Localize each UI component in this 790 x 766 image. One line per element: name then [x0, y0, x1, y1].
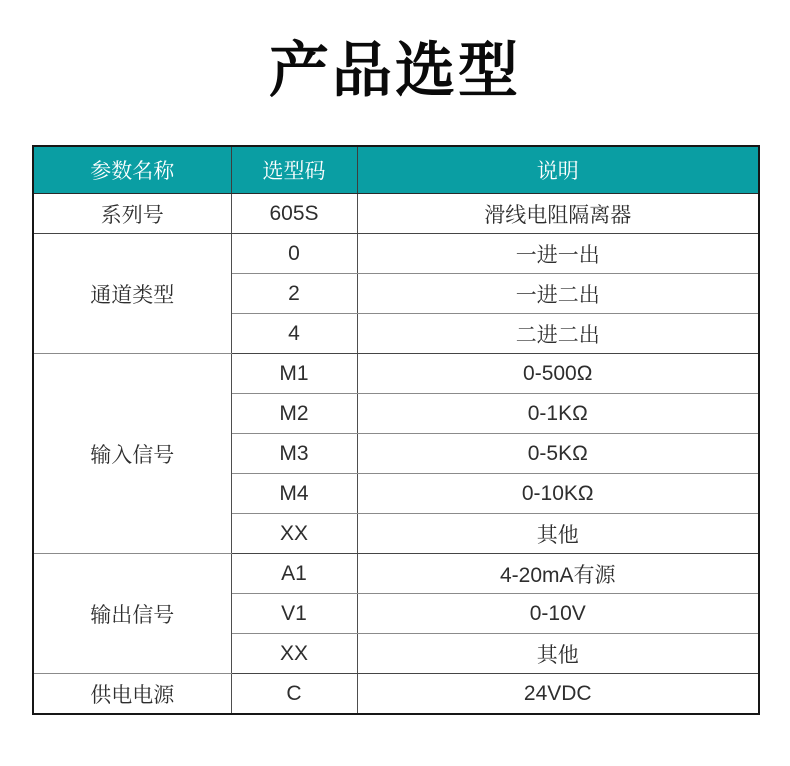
- description-cell: 0-500Ω: [357, 354, 759, 394]
- table-row: [33, 354, 759, 394]
- description-cell: 二进二出: [357, 314, 759, 354]
- description-cell: 一进一出: [357, 234, 759, 274]
- selection-code-cell: V1: [231, 594, 357, 634]
- selection-code-cell: 0: [231, 234, 357, 274]
- description-cell: 0-10KΩ: [357, 474, 759, 514]
- description-cell: 24VDC: [357, 674, 759, 715]
- description-cell: 0-1KΩ: [357, 394, 759, 434]
- param-name-cell: 通道类型: [33, 234, 231, 354]
- page-title: 产品选型: [269, 37, 521, 104]
- description-cell: 其他: [357, 634, 759, 674]
- column-header-param-name: 参数名称: [33, 146, 231, 194]
- selection-code-cell: XX: [231, 514, 357, 554]
- selection-code-cell: 4: [231, 314, 357, 354]
- selection-code-cell: M3: [231, 434, 357, 474]
- selection-code-cell: 2: [231, 274, 357, 314]
- table-row: [33, 234, 759, 274]
- description-cell: 0-10V: [357, 594, 759, 634]
- selection-code-cell: M4: [231, 474, 357, 514]
- description-cell: 其他: [357, 514, 759, 554]
- table-row: [33, 674, 759, 715]
- selection-code-cell: 605S: [231, 194, 357, 234]
- table-row: [33, 194, 759, 234]
- selection-code-cell: A1: [231, 554, 357, 594]
- product-selection-table: [32, 145, 760, 715]
- param-name-cell: 输出信号: [33, 554, 231, 674]
- param-name-cell: 输入信号: [33, 354, 231, 554]
- description-cell: 一进二出: [357, 274, 759, 314]
- selection-code-cell: M2: [231, 394, 357, 434]
- column-header-selection-code: 选型码: [231, 146, 357, 194]
- column-header-description: 说明: [357, 146, 759, 194]
- description-cell: 滑线电阻隔离器: [357, 194, 759, 234]
- param-name-cell: 系列号: [33, 194, 231, 234]
- param-name-cell: 供电电源: [33, 674, 231, 715]
- description-cell: 4-20mA有源: [357, 554, 759, 594]
- selection-code-cell: M1: [231, 354, 357, 394]
- description-cell: 0-5KΩ: [357, 434, 759, 474]
- selection-code-cell: XX: [231, 634, 357, 674]
- selection-code-cell: C: [231, 674, 357, 715]
- table-header-row: [33, 146, 759, 194]
- table-row: [33, 554, 759, 594]
- table-body: [33, 194, 759, 715]
